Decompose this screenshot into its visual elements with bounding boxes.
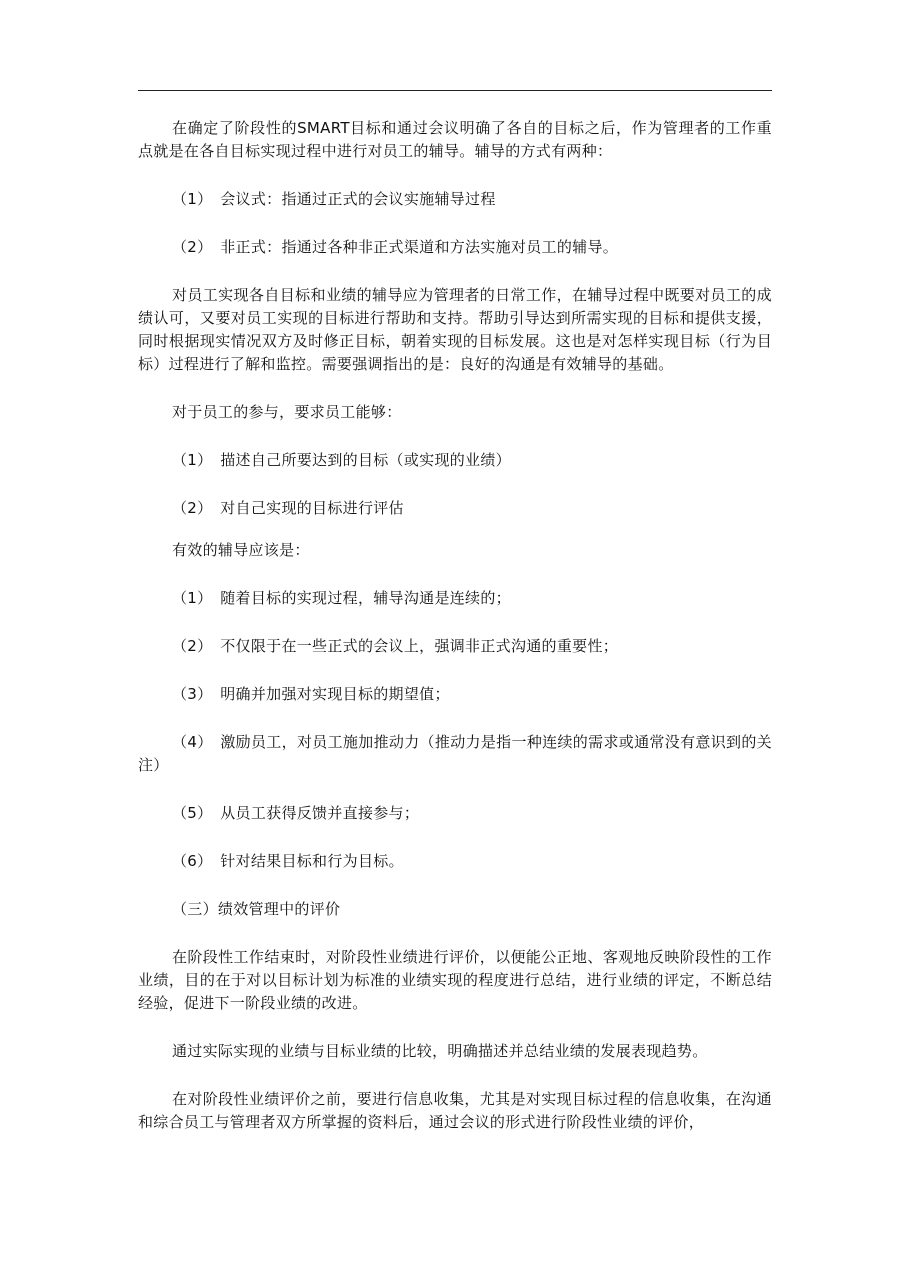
list-item: （1） 随着目标的实现过程，辅导沟通是连续的；: [172, 589, 511, 607]
list-item: （6） 针对结果目标和行为目标。: [172, 852, 404, 870]
paragraph: 对于员工的参与，要求员工能够：: [172, 403, 402, 421]
paragraph: 在阶段性工作结束时，对阶段性业绩进行评价，以便能公正地、客观地反映阶段性的工作业绩，目的在于对以目标计划为标准的业绩实现的程度进行总结，进行业绩的评定，不断总结经验，促进下一阶段业绩的改进。: [138, 948, 772, 1012]
document-body: [138, 117, 772, 1134]
list-item: （2） 非正式：指通过各种非正式渠道和方法实施对员工的辅导。: [172, 238, 619, 256]
list-item: （4） 激励员工，对员工施加推动力（推动力是指一种连续的需求或通常没有意识到的关注）: [138, 733, 772, 774]
list-item: （1） 描述自己所要达到的目标（或实现的业绩）: [172, 451, 511, 469]
paragraph: 在对阶段性业绩评价之前，要进行信息收集，尤其是对实现目标过程的信息收集，在沟通和综合员工与管理者双方所掌握的资料后，通过会议的形式进行阶段性业绩的评价，: [138, 1090, 772, 1131]
list-item: （1） 会议式：指通过正式的会议实施辅导过程: [172, 190, 496, 208]
paragraph: 在确定了阶段性的SMART目标和通过会议明确了各自的目标之后，作为管理者的工作重点就是在各自目标实现过程中进行对员工的辅导。辅导的方式有两种：: [138, 119, 772, 160]
paragraph: 对员工实现各自目标和业绩的辅导应为管理者的日常工作，在辅导过程中既要对员工的成绩认可，又要对员工实现的目标进行帮助和支持。帮助引导达到所需实现的目标和提供支援，同时根据现实情况双方及时修正目标，朝着实现的目标发展。这也是对怎样实现目标（行为目标）过程进行了解和监控。需要强调指出的是：良好的沟通是有效辅导的基础。: [138, 286, 772, 373]
paragraph: 通过实际实现的业绩与目标业绩的比较，明确描述并总结业绩的发展表现趋势。: [172, 1042, 708, 1060]
header-rule: [138, 90, 772, 91]
paragraph: 有效的辅导应该是：: [172, 541, 310, 559]
list-item: （2） 不仅限于在一些正式的会议上，强调非正式沟通的重要性；: [172, 637, 619, 655]
list-item: （3） 明确并加强对实现目标的期望值；: [172, 685, 450, 703]
list-item: （5） 从员工获得反馈并直接参与；: [172, 804, 420, 822]
section-heading: （三）绩效管理中的评价: [172, 900, 341, 918]
list-item: （2） 对自己实现的目标进行评估: [172, 499, 404, 517]
